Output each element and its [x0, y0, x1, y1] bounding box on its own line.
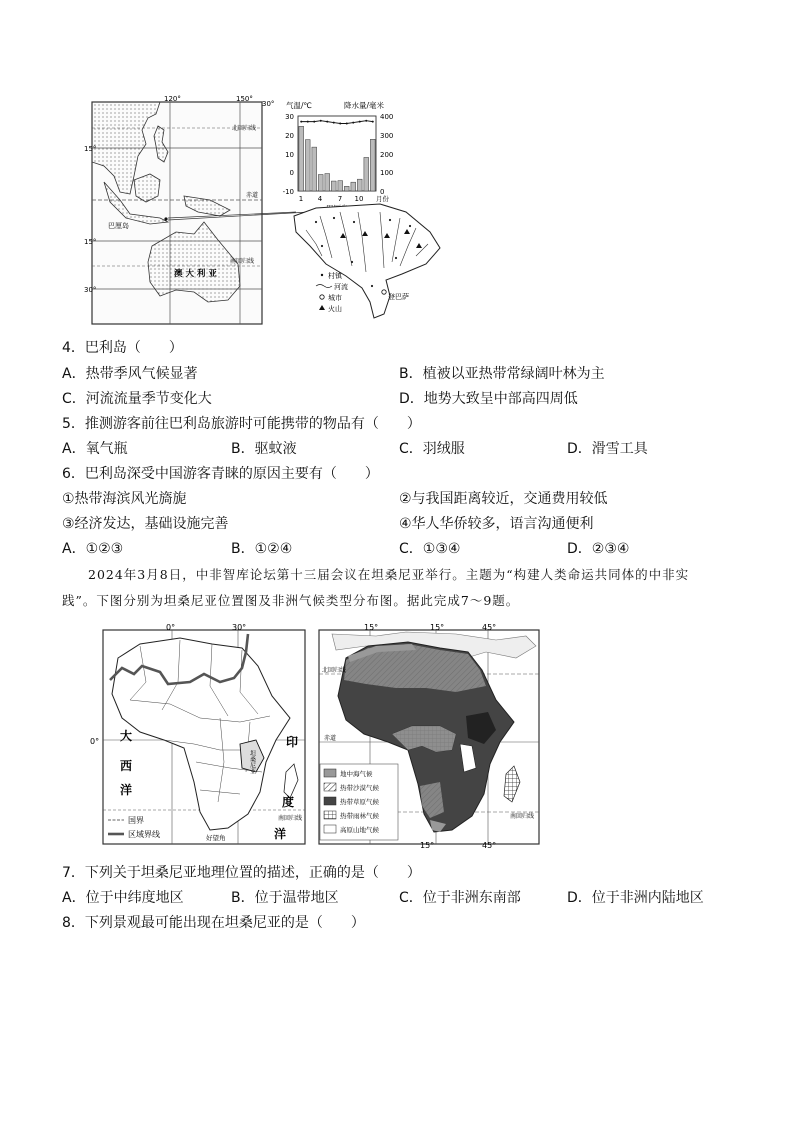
equator-label: 赤道	[246, 192, 259, 199]
atlantic-char-1: 大	[120, 729, 133, 743]
precip-bars	[299, 126, 375, 191]
svg-text:月份: 月份	[376, 195, 389, 203]
temp-axis-label: 气温/℃	[286, 101, 312, 110]
svg-text:30: 30	[285, 113, 294, 121]
lat-15n-label: 15°	[84, 145, 97, 153]
q6-option-b[interactable]: B．①②④	[231, 541, 293, 557]
temp-point-month-10	[359, 121, 361, 123]
figure-1-bali-maps	[84, 95, 450, 328]
temp-tick-labels	[283, 113, 294, 196]
svg-text:火山: 火山	[328, 305, 342, 313]
legend-highland: 高原山地气候	[340, 826, 379, 834]
lon-15e-label: 15°	[430, 623, 445, 632]
svg-text:300: 300	[380, 132, 394, 140]
climate-legend	[320, 764, 398, 840]
legend-savanna: 热带草原气候	[340, 798, 379, 806]
q6-statement-2: ②与我国距离较近，交通费用较低	[399, 491, 608, 507]
lon-15w-label: 15°	[364, 623, 379, 632]
denpasar-label: 登巴萨	[388, 293, 409, 301]
lon-150-label: 150°	[236, 95, 253, 103]
precip-bar-month-9	[351, 182, 356, 191]
svg-text:0: 0	[380, 188, 385, 196]
tropic-south-label: 南回归线	[230, 258, 255, 265]
precip-bar-month-11	[364, 157, 369, 191]
indian-char-2: 度	[282, 795, 295, 809]
legend-mediterranean: 地中海气候	[340, 770, 373, 778]
legend-desert: 热带沙漠气候	[340, 784, 379, 792]
q7-option-c[interactable]: C．位于非洲东南部	[399, 890, 521, 906]
temp-point-month-11	[365, 120, 367, 122]
lon-15-bottom-label: 15°	[420, 841, 435, 850]
lat-30s-label: 30°	[84, 286, 97, 294]
q7-option-d[interactable]: D．位于非洲内陆地区	[567, 890, 704, 906]
svg-text:400: 400	[380, 113, 394, 121]
lon-45e-label: 45°	[482, 623, 497, 632]
lon-45-bottom-label: 45°	[482, 841, 497, 850]
lon-120-label: 120°	[164, 95, 181, 103]
atlantic-char-2: 西	[120, 759, 133, 773]
temp-point-month-3	[313, 121, 315, 123]
precip-bar-month-6	[331, 181, 336, 191]
precip-bar-month-5	[325, 174, 330, 191]
precip-axis-label: 降水量/毫米	[344, 101, 385, 110]
temp-point-month-9	[352, 122, 354, 124]
svg-text:20: 20	[285, 132, 294, 140]
svg-text:区域界线: 区域界线	[128, 830, 160, 839]
figure-2-africa-location-map	[90, 622, 310, 848]
svg-text:10: 10	[354, 195, 364, 203]
precip-bar-month-10	[357, 179, 362, 191]
tropic-south-label: 南回归线	[278, 815, 303, 822]
q4-option-b[interactable]: B．植被以亚热带常绿阔叶林为主	[399, 366, 605, 382]
precip-bar-month-8	[344, 186, 349, 191]
svg-text:村镇: 村镇	[328, 272, 342, 280]
temp-line	[301, 121, 373, 124]
bali-climate-chart	[283, 100, 394, 213]
q6-stem: 6．巴利岛深受中国游客青睐的原因主要有（ ）	[62, 466, 379, 482]
temp-point-month-6	[333, 122, 335, 124]
passage-line-1: 2024年3月8日，中非智库论坛第十三届会议在坦桑尼亚举行。主题为“构建人类命运共同体的中非实	[88, 567, 690, 582]
temp-point-month-2	[307, 121, 309, 123]
svg-text:河流: 河流	[334, 283, 348, 291]
svg-text:0: 0	[289, 169, 294, 177]
passage	[62, 562, 732, 614]
q5-option-b[interactable]: B．驱蚊液	[231, 441, 297, 457]
temp-point-month-7	[339, 123, 341, 125]
indian-char-1: 印	[286, 735, 299, 749]
equator-label: 赤道	[324, 735, 337, 742]
svg-text:200: 200	[380, 151, 394, 159]
lon-30-label: 30°	[232, 623, 247, 632]
figure-2-africa-climate-map	[316, 622, 542, 848]
lat-15s-label: 15°	[84, 238, 97, 246]
temp-point-month-8	[346, 123, 348, 125]
q7-option-b[interactable]: B．位于温带地区	[231, 890, 339, 906]
q5-stem: 5．推测游客前往巴利岛旅游时可能携带的物品有（ ）	[62, 416, 421, 432]
q6-statement-4: ④华人华侨较多，语言沟通便利	[399, 516, 594, 532]
temp-point-month-5	[326, 121, 328, 123]
precip-bar-month-12	[370, 139, 375, 191]
tropic-north-label: 北回归线	[322, 667, 347, 674]
q7-stem: 7．下列关于坦桑尼亚地理位置的描述，正确的是（ ）	[62, 865, 421, 881]
q4-option-d[interactable]: D．地势大致呈中部高四周低	[399, 391, 578, 407]
lon-0-label: 0°	[166, 623, 176, 632]
temp-dots	[300, 120, 374, 125]
q7-option-a[interactable]: A．位于中纬度地区	[62, 890, 184, 906]
precip-bar-month-7	[338, 181, 343, 191]
svg-text:国界: 国界	[128, 816, 144, 825]
cape-label: 好望角	[206, 834, 226, 842]
indian-char-3: 洋	[274, 827, 287, 841]
precip-bar-month-2	[305, 140, 310, 191]
precip-bar-month-3	[312, 147, 317, 191]
bali-label: 巴厘岛	[108, 222, 129, 230]
australia-label: 澳 大 利 亚	[174, 269, 217, 279]
svg-text:-10: -10	[282, 188, 294, 196]
passage-line-2: 践”。下图分别为坦桑尼亚位置图及非洲气候类型分布图。据此完成7～9题。	[62, 593, 520, 608]
q6-option-a[interactable]: A．①②③	[62, 541, 124, 557]
q6-option-c[interactable]: C．①③④	[399, 541, 461, 557]
precip-bar-month-4	[318, 175, 323, 192]
temp-point-month-1	[300, 121, 302, 123]
q8-stem: 8．下列景观最可能出现在坦桑尼亚的是（ ）	[62, 915, 365, 931]
svg-text:4: 4	[317, 195, 323, 203]
q5-option-d[interactable]: D．滑雪工具	[567, 441, 648, 457]
precip-bar-month-1	[299, 126, 304, 191]
svg-text:100: 100	[380, 169, 394, 177]
temp-point-month-12	[372, 121, 374, 123]
q4-option-c[interactable]: C．河流流量季节变化大	[62, 391, 212, 407]
svg-text:城市: 城市	[328, 294, 342, 302]
svg-text:10: 10	[285, 151, 294, 159]
q6-statement-3: ③经济发达，基础设施完善	[62, 516, 229, 532]
lat-30n-label: 30°	[262, 100, 275, 108]
q5-option-c[interactable]: C．羽绒服	[399, 441, 465, 457]
tropic-south-label: 南回归线	[510, 813, 535, 820]
q4-option-a[interactable]: A．热带季风气候显著	[62, 366, 198, 382]
month-tick-labels	[299, 194, 390, 203]
q5-option-a[interactable]: A．氧气瓶	[62, 441, 128, 457]
svg-text:1: 1	[298, 195, 304, 203]
tropic-north-label: 北回归线	[232, 125, 257, 132]
temp-point-month-4	[320, 120, 322, 122]
legend-rainforest: 热带雨林气候	[340, 812, 379, 820]
q4-stem: 4．巴利岛（ ）	[62, 340, 183, 356]
precip-tick-labels	[380, 113, 393, 196]
atlantic-char-3: 洋	[120, 783, 133, 797]
q6-statement-1: ①热带海滨风光旖旎	[62, 491, 187, 507]
svg-text:7: 7	[337, 195, 343, 203]
tanzania-label: 坦桑尼亚	[248, 750, 256, 774]
lat-0-label: 0°	[90, 737, 100, 746]
island-legend	[316, 271, 348, 313]
q6-option-d[interactable]: D．②③④	[567, 541, 630, 557]
